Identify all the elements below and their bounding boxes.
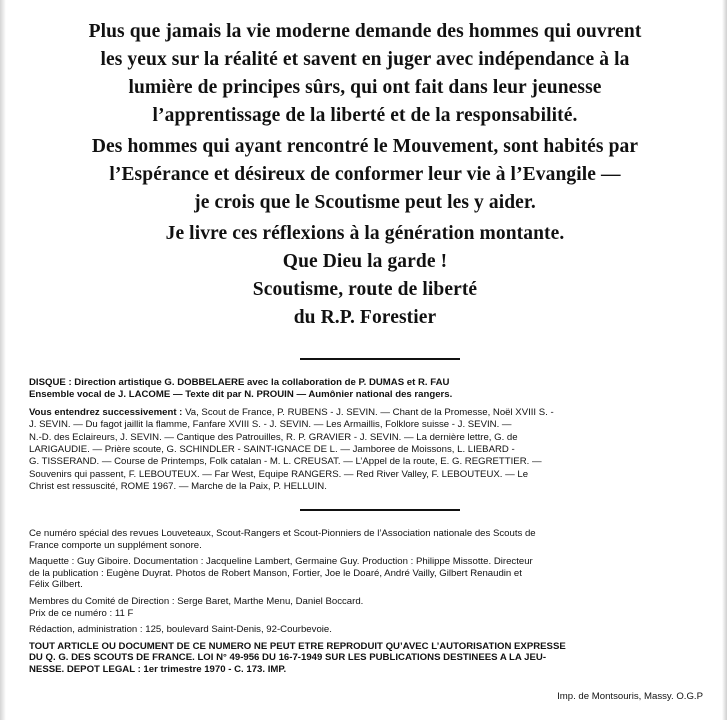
legal-line: DU Q. G. DES SCOUTS DE FRANCE. LOI N° 49-956 DU 16-7-1949 SUR LES PUBLICATIONS DESTINEES A LA JEU-	[29, 652, 547, 664]
staff-line: de la publication : Eugène Duyrat. Photos de Robert Manson, Fortier, Joe le Doaré, André Vailly, Gilbert Renaudin et	[29, 567, 522, 579]
quote-line: les yeux sur la réalité et savent en juger avec indépendance à la	[100, 49, 630, 70]
quote-block	[20, 18, 710, 332]
staff-line: Maquette : Guy Giboire. Documentation : Jacqueline Lambert, Germaine Guy. Production : Philippe Missotte. Directeur	[29, 556, 533, 568]
quote-line: l’apprentissage de la liberté et de la responsabilité.	[152, 105, 578, 126]
tracks-line: N.-D. des Eclaireurs, J. SEVIN. — Cantique des Patrouilles, R. P. GRAVIER - J. SEVIN. — La dernière lettre, G. de	[29, 431, 518, 443]
tracks-line: J. SEVIN. — Du fagot jaillit la flamme, Fanfare XVIII S. - J. SEVIN. — Les Armaillis, Folklore suisse - J. SEVIN. —	[29, 419, 512, 431]
disc-ensemble: Ensemble vocal de J. LACOME — Texte dit par N. PROUIN — Aumônier national des rangers.	[29, 389, 453, 401]
special-issue-line: Ce numéro spécial des revues Louveteaux, Scout-Rangers et Scout-Pionniers de l’Association nationale des Scouts de	[29, 528, 536, 539]
legal-line: TOUT ARTICLE OU DOCUMENT DE CE NUMERO NE PEUT ETRE REPRODUIT QU’AVEC L’AUTORISATION EXPRESSE	[29, 640, 566, 652]
printer-line: Imp. de Montsouris, Massy. O.G.P	[557, 691, 703, 702]
quote-line: l’Espérance et désireux de conformer leur vie à l’Evangile —	[109, 164, 621, 185]
quote-line: Plus que jamais la vie moderne demande des hommes qui ouvrent	[88, 21, 642, 42]
special-issue-line: France comporte un supplément sonore.	[29, 539, 202, 551]
quote-line: lumière de principes sûrs, qui ont fait dans leur jeunesse	[128, 77, 602, 98]
quote-title: Scoutisme, route de liberté	[252, 279, 478, 300]
quote-line: Je livre ces réflexions à la génération montante.	[165, 223, 565, 244]
address-line: Rédaction, administration : 125, boulevard Saint-Denis, 92-Courbevoie.	[29, 624, 332, 636]
disc-credits	[29, 377, 701, 494]
quote-line: Que Dieu la garde !	[282, 251, 448, 272]
tracks-line: G. TISSERAND. — Course de Printemps, Folk catalan - M. L. CREUSAT. — L’Appel de la route, E. G. REGRETTIER. —	[29, 456, 542, 468]
staff-line: Félix Gilbert.	[29, 579, 83, 591]
legal-line: NESSE. DEPOT LEGAL : 1er trimestre 1970 - C. 173. IMP.	[29, 663, 287, 675]
committee-line: Membres du Comité de Direction : Serge Baret, Marthe Menu, Daniel Boccard.	[29, 595, 364, 607]
tracks-line: Christ est ressuscité, ROME 1967. — Marche de la Paix, P. HELLUIN.	[29, 481, 327, 493]
publication-info	[29, 528, 701, 676]
divider-top	[300, 358, 460, 360]
tracks-line: Va, Scout de France, P. RUBENS - J. SEVIN. — Chant de la Promesse, Noël XVIII S. -	[185, 406, 554, 418]
quote-line: je crois que le Scoutisme peut les y aider.	[194, 192, 536, 213]
divider-bottom	[300, 509, 460, 511]
tracks-intro: Vous entendrez successivement :	[29, 406, 183, 418]
tracks-line: LARIGAUDIE. — Prière scoute, G. SCHINDLER - SAINT-IGNACE DE L. — Jamboree de Moissons, L. LIEBARD -	[29, 444, 515, 456]
page-edge-shadow-left	[0, 0, 6, 720]
page-edge-shadow-right	[722, 0, 727, 720]
price-line: Prix de ce numéro : 11 F	[29, 607, 134, 619]
tracks-line: Souvenirs qui passent, F. LEBOUTEUX. — Far West, Equipe RANGERS. — Red River Valley, F. LEBOUTEUX. — Le	[29, 468, 529, 480]
quote-author: du R.P. Forestier	[293, 307, 437, 328]
disc-direction: DISQUE : Direction artistique G. DOBBELAERE avec la collaboration de P. DUMAS et R. FAU	[29, 377, 450, 388]
quote-line: Des hommes qui ayant rencontré le Mouvement, sont habités par	[91, 136, 639, 157]
